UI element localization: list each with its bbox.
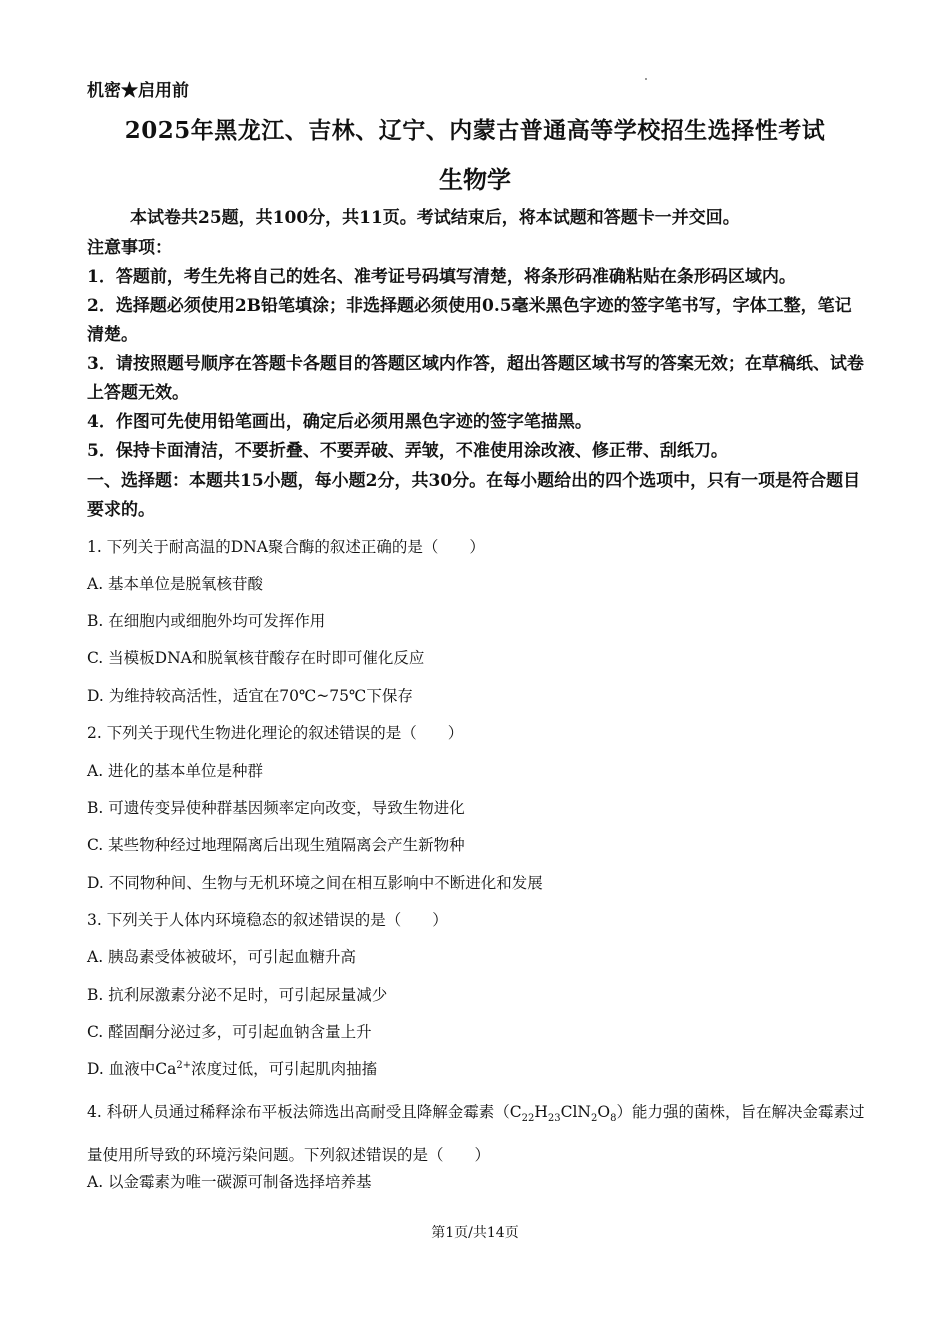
question-stem <box>87 1094 867 1174</box>
option-d-prefix: D. 血液中Ca <box>87 1060 177 1078</box>
note-item: 5．保持卡面清洁，不要折叠、不要弄破、弄皱，不准使用涂改液、修正带、刮纸刀。 <box>87 441 728 461</box>
ion-charge: 2+ <box>176 1059 192 1071</box>
subject-title: 生物学 <box>439 165 511 194</box>
stem-pre: 4. 科研人员通过稀释涂布平板法筛选出高耐受且降解金霉素（C <box>87 1103 522 1121</box>
formula-n-count: 2 <box>590 1113 598 1125</box>
option-d: D. 不同物种间、生物与无机环境之间在相互影响中不断进化和发展 <box>87 874 543 892</box>
option-a: A. 基本单位是脱氧核苷酸 <box>87 575 264 593</box>
formula-cln: ClN <box>560 1103 591 1121</box>
note-item: 1．答题前，考生先将自己的姓名、准考证号码填写清楚，将条形码准确粘贴在条形码区域内。 <box>87 267 796 287</box>
option-c: C. 某些物种经过地理隔离后出现生殖隔离会产生新物种 <box>87 836 465 854</box>
option-d <box>87 1057 867 1079</box>
notes-heading: 注意事项： <box>87 238 172 258</box>
stem-post: ）能力强的菌株，旨在解决金霉素过量使用所导致的环境污染问题。下列叙述错误的是（ ） <box>87 1103 865 1165</box>
confidential-label: 机密★启用前 <box>87 81 189 101</box>
formula-o: O <box>597 1103 611 1121</box>
option-c: C. 当模板DNA和脱氧核苷酸存在时即可催化反应 <box>87 649 425 667</box>
option-c: C. 醛固酮分泌过多，可引起血钠含量上升 <box>87 1023 372 1041</box>
option-b: B. 可遗传变异使种群基因频率定向改变，导致生物进化 <box>87 799 465 817</box>
option-a: A. 胰岛素受体被破坏，可引起血糖升高 <box>87 948 357 966</box>
option-d-suffix: 浓度过低，可引起肌肉抽搐 <box>191 1060 378 1078</box>
option-b: B. 抗利尿激素分泌不足时，可引起尿量减少 <box>87 986 388 1004</box>
option-b: B. 在细胞内或细胞外均可发挥作用 <box>87 612 326 630</box>
question-stem: 1. 下列关于耐高温的DNA聚合酶的叙述正确的是（ ） <box>87 538 485 556</box>
option-a: A. 以金霉素为唯一碳源可制备选择培养基 <box>87 1173 372 1191</box>
formula-c-count: 22 <box>521 1113 535 1125</box>
page-number: 第1页/共14页 <box>431 1225 519 1241</box>
note-item: 4．作图可先使用铅笔画出，确定后必须用黑色字迹的签字笔描黑。 <box>87 412 592 432</box>
formula-h-count: 23 <box>547 1113 561 1125</box>
formula-h: H <box>534 1103 548 1121</box>
note-item: 3．请按照题号顺序在答题卡各题目的答题区域内作答，超出答题区域书写的答案无效；在草稿纸、试卷上答题无效。 <box>87 354 864 403</box>
formula-o-count: 8 <box>610 1113 617 1125</box>
exam-intro: 本试卷共25题，共100分，共11页。考试结束后，将本试题和答题卡一并交回。 <box>130 208 740 228</box>
exam-title: 2025年黑龙江、吉林、辽宁、内蒙古普通高等学校招生选择性考试 <box>124 117 826 144</box>
question-stem: 3. 下列关于人体内环境稳态的叙述错误的是（ ） <box>87 911 448 929</box>
option-a: A. 进化的基本单位是种群 <box>87 762 264 780</box>
question-stem: 2. 下列关于现代生物进化理论的叙述错误的是（ ） <box>87 724 464 742</box>
section-heading: 一、选择题：本题共15小题，每小题2分，共30分。在每小题给出的四个选项中，只有一项是符合题目要求的。 <box>87 471 861 520</box>
note-item: 2．选择题必须使用2B铅笔填涂；非选择题必须使用0.5毫米黑色字迹的签字笔书写，字体工整，笔记清楚。 <box>87 296 852 345</box>
option-d: D. 为维持较高活性，适宜在70℃~75℃下保存 <box>87 687 413 705</box>
